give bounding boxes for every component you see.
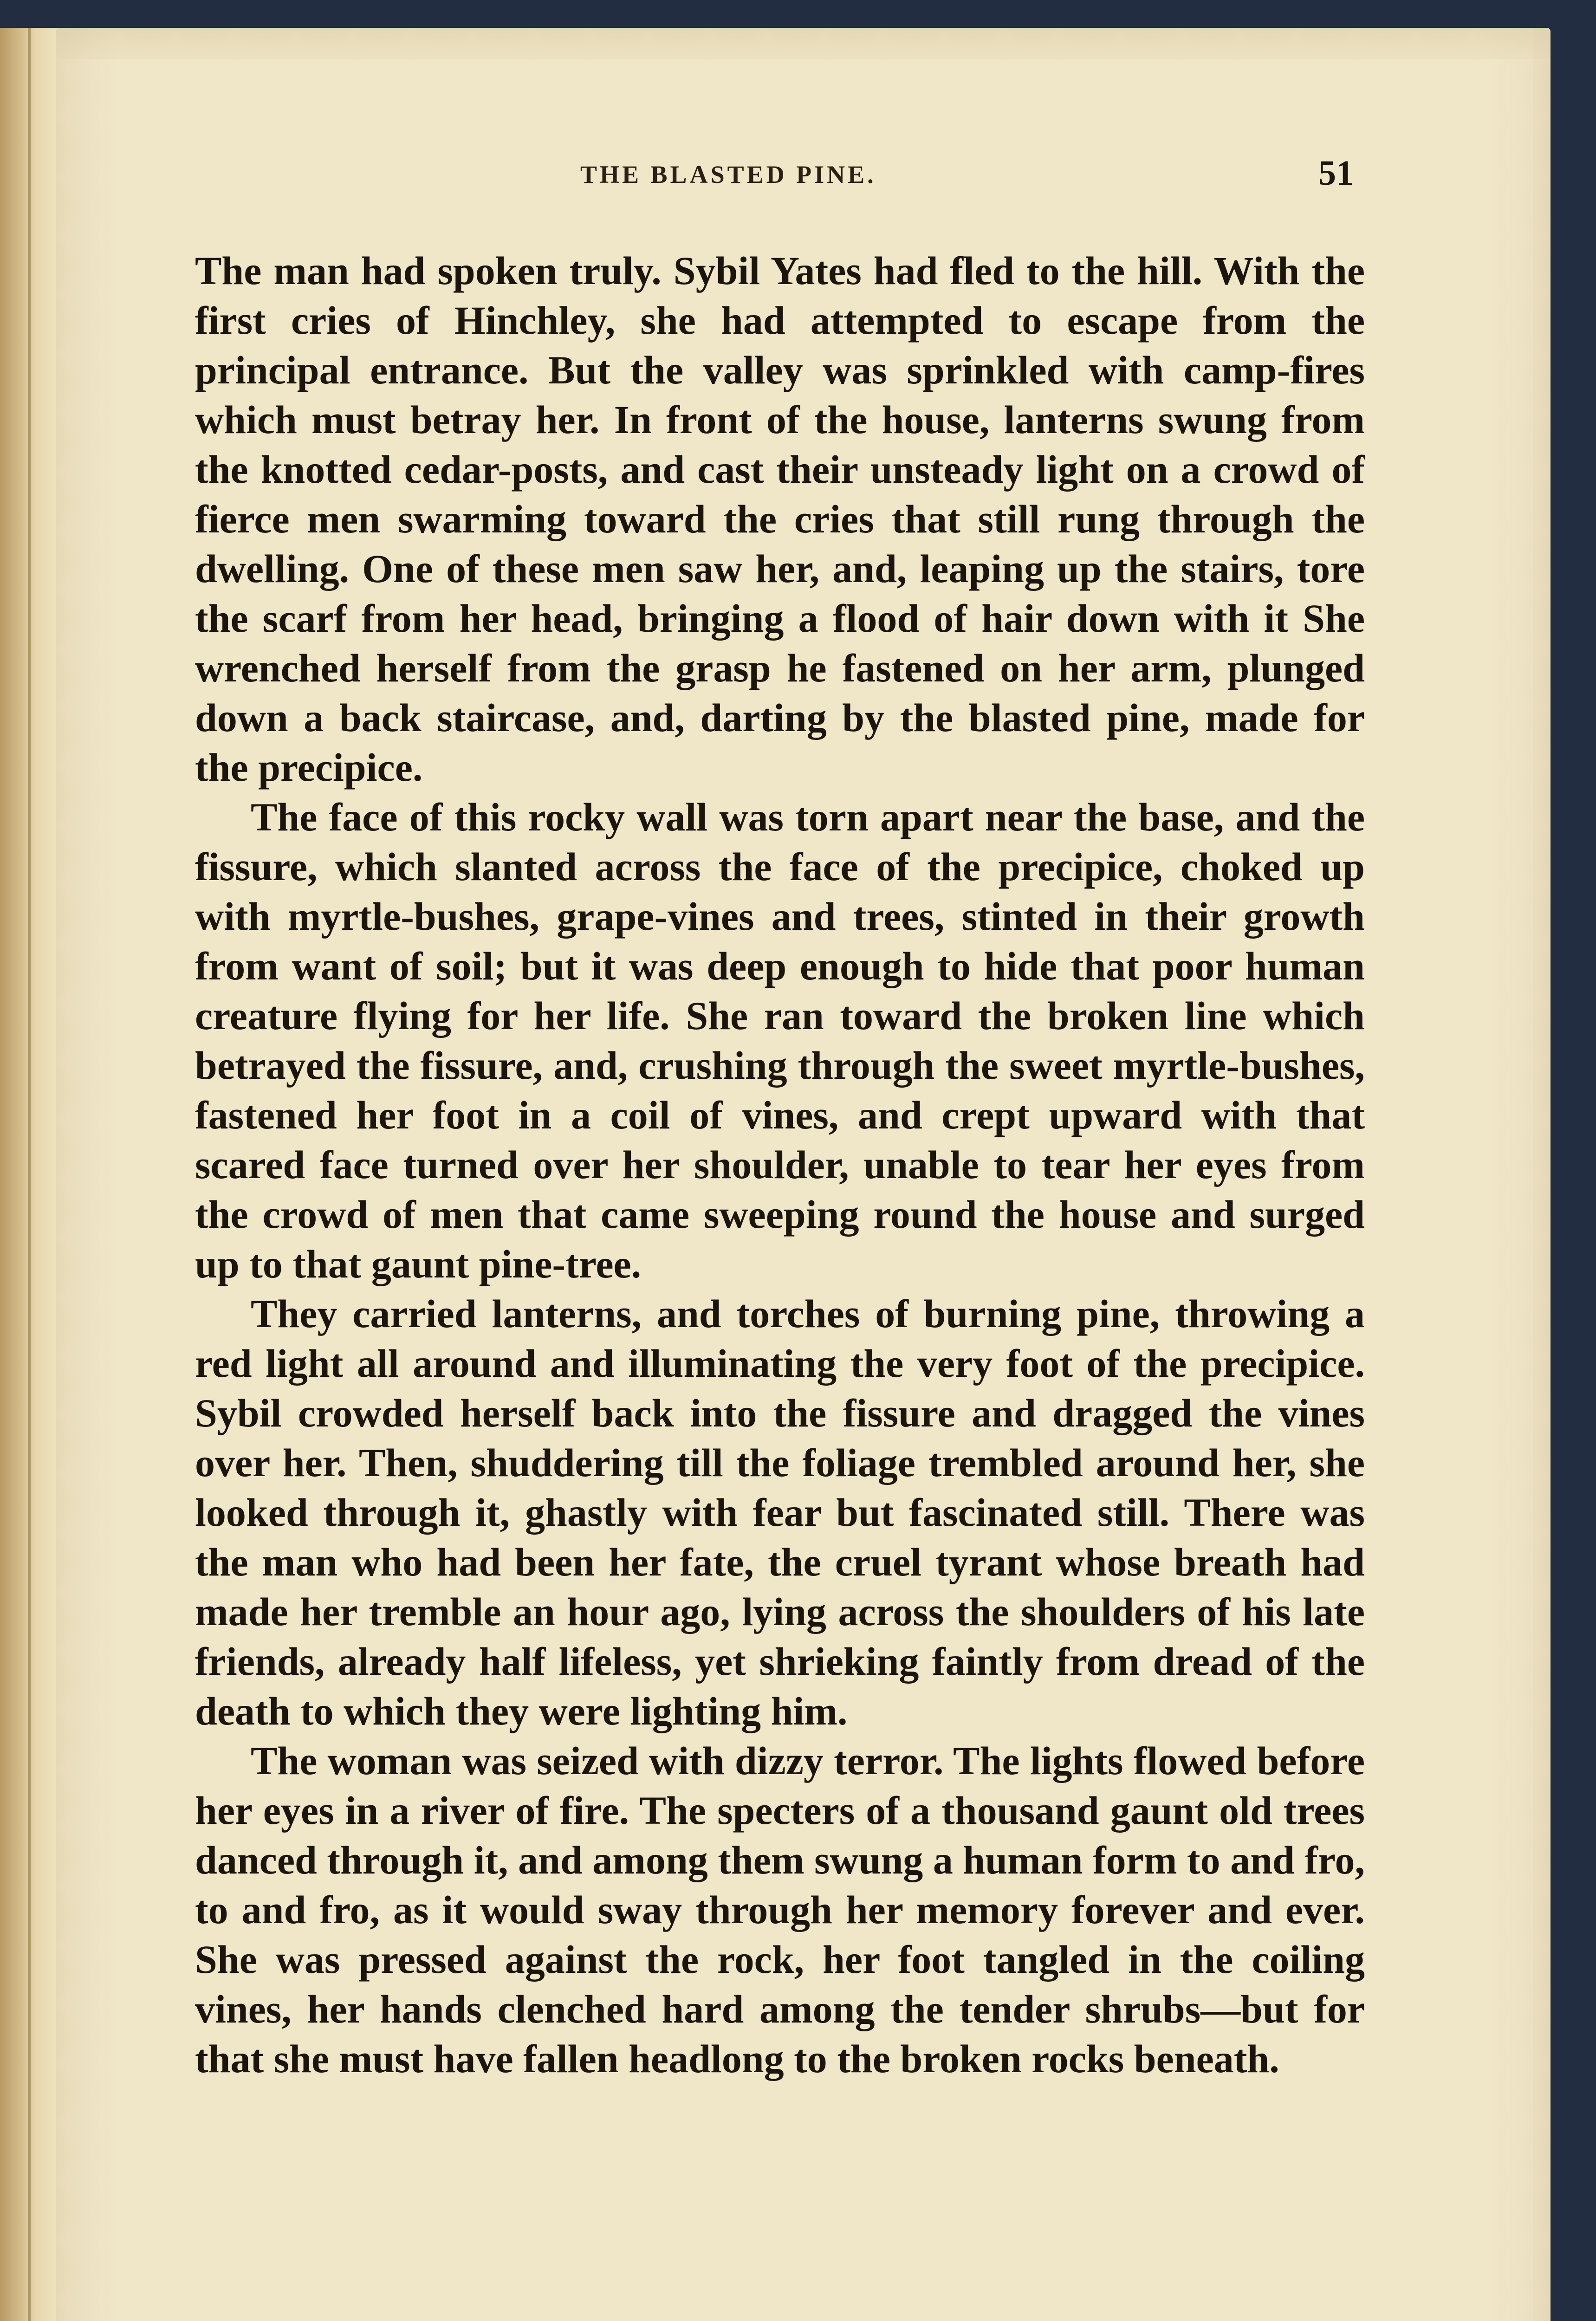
body-text xyxy=(195,246,1365,2084)
paragraph: They carried lanterns, and torches of burning pine, throwing a red light all around and illuminating the very foot of the precipice. Sybil crowded herself back into the fissure and dragged the vines over her. Then, shuddering till the foliage trembled around her, she looked through it, ghastly with fear but fascinated still. There was the man who had been her fate, the cruel tyrant whose breath had made her tremble an hour ago, lying across the shoulders of his late friends, already half lifeless, yet shrieking faintly from dread of the death to which they were lighting him. xyxy=(195,1291,1365,1733)
paragraph: The man had spoken truly. Sybil Yates had fled to the hill. With the first cries of Hinchley, she had attempted to escape from the principal entrance. But the valley was sprinkled with camp-fires which must betray her. In front of the house, lanterns swung from the knotted cedar-posts, and cast their unsteady light on a crowd of fierce men swarming toward the cries that still rung through the dwelling. One of these men saw her, and, leaping up the stairs, tore the scarf from her head, bringing a flood of hair down with it She wrenched herself from the grasp he fastened on her arm, plunged down a back staircase, and, darting by the blasted pine, made for the precipice. xyxy=(195,248,1365,790)
paragraph: The woman was seized with dizzy terror. The lights flowed before her eyes in a river of fire. The specters of a thousand gaunt old trees danced through it, and among them swung a human form to and fro, to and fro, as it would sway through her memory forever and ever. She was pressed against the rock, her foot tangled in the coiling vines, her hands clenched hard among the tender shrubs—but for that she must have fallen headlong to the broken rocks beneath. xyxy=(195,1738,1365,2081)
page-number: 51 xyxy=(1318,154,1354,193)
spine-edge xyxy=(28,28,31,2321)
running-title: THE BLASTED PINE. xyxy=(580,161,876,188)
paragraph: The face of this rocky wall was torn apart near the base, and the fissure, which slanted across the face of the precipice, choked up with myrtle-bushes, grape-vines and trees, stinted in their growth from want of soil; but it was deep enough to hide that poor human creature flying for her life. She ran toward the broken line which betrayed the fissure, and, crushing through the sweet myrtle-bushes, fastened her foot in a coil of vines, and crept upward with that scared face turned over her shoulder, unable to tear her eyes from the crowd of men that came sweeping round the house and surged up to that gaunt pine-tree. xyxy=(195,795,1365,1286)
